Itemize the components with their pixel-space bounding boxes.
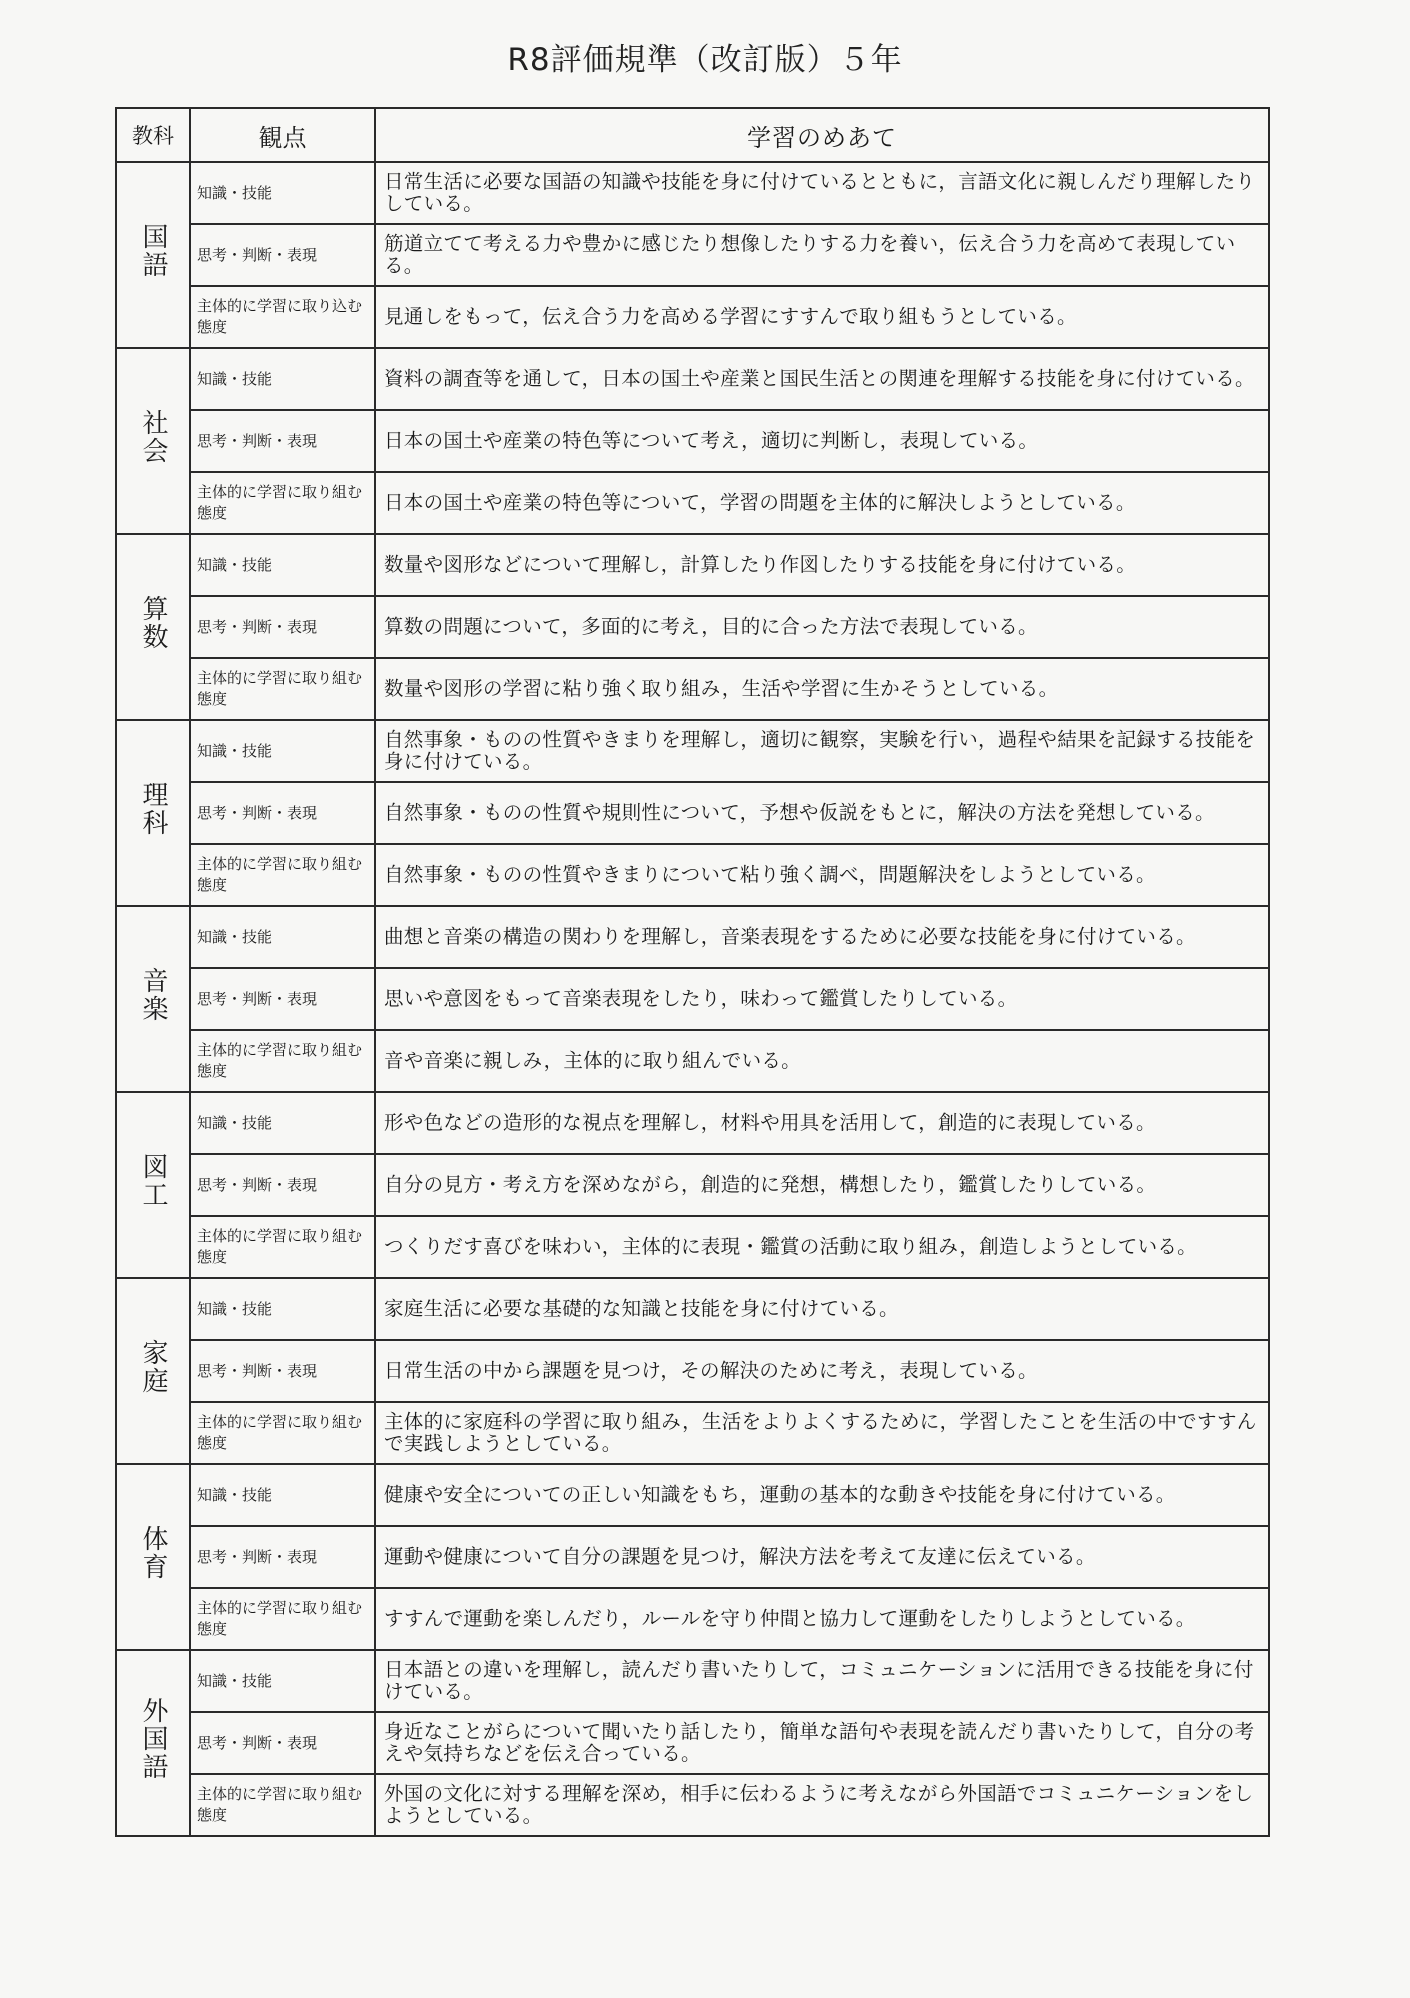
viewpoint-cell: 思考・判断・表現 bbox=[190, 410, 375, 472]
table-row bbox=[116, 472, 1269, 534]
table-row bbox=[116, 906, 1269, 968]
viewpoint-cell: 主体的に学習に取り組む態度 bbox=[190, 1030, 375, 1092]
subject-cell bbox=[116, 1464, 190, 1650]
evaluation-criteria-table bbox=[115, 107, 1270, 1837]
viewpoint-cell: 知識・技能 bbox=[190, 348, 375, 410]
table-row bbox=[116, 410, 1269, 472]
table-row bbox=[116, 1092, 1269, 1154]
header-viewpoint: 観点 bbox=[190, 108, 375, 162]
subject-name: 家庭 bbox=[138, 1338, 168, 1395]
table-row bbox=[116, 782, 1269, 844]
viewpoint-cell: 主体的に学習に取り組む態度 bbox=[190, 1774, 375, 1836]
goal-cell: 見通しをもって，伝え合う力を高める学習にすすんで取り組もうとしている。 bbox=[375, 286, 1269, 348]
goal-cell: 日本の国土や産業の特色等について考え，適切に判断し，表現している。 bbox=[375, 410, 1269, 472]
viewpoint-cell: 知識・技能 bbox=[190, 1650, 375, 1712]
subject-name: 体育 bbox=[138, 1524, 168, 1581]
goal-cell: 運動や健康について自分の課題を見つけ，解決方法を考えて友達に伝えている。 bbox=[375, 1526, 1269, 1588]
table-row bbox=[116, 720, 1269, 782]
goal-cell: 曲想と音楽の構造の関わりを理解し，音楽表現をするために必要な技能を身に付けている。 bbox=[375, 906, 1269, 968]
subject-cell bbox=[116, 1650, 190, 1836]
table-row bbox=[116, 534, 1269, 596]
table-row bbox=[116, 1526, 1269, 1588]
goal-cell: 日本の国土や産業の特色等について，学習の問題を主体的に解決しようとしている。 bbox=[375, 472, 1269, 534]
goal-cell: 日本語との違いを理解し，読んだり書いたりして，コミュニケーションに活用できる技能を身に付けている。 bbox=[375, 1650, 1269, 1712]
table-row bbox=[116, 1712, 1269, 1774]
goal-cell: 自然事象・ものの性質やきまりについて粘り強く調べ，問題解決をしようとしている。 bbox=[375, 844, 1269, 906]
goal-cell: 身近なことがらについて聞いたり話したり，簡単な語句や表現を読んだり書いたりして，自分の考えや気持ちなどを伝え合っている。 bbox=[375, 1712, 1269, 1774]
goal-cell: 自分の見方・考え方を深めながら，創造的に発想，構想したり，鑑賞したりしている。 bbox=[375, 1154, 1269, 1216]
table-body bbox=[116, 162, 1269, 1836]
goal-cell: 自然事象・ものの性質や規則性について，予想や仮説をもとに，解決の方法を発想している。 bbox=[375, 782, 1269, 844]
subject-name: 社会 bbox=[138, 408, 168, 465]
viewpoint-cell: 知識・技能 bbox=[190, 906, 375, 968]
subject-name: 国語 bbox=[138, 222, 168, 279]
table-header-row bbox=[116, 108, 1269, 162]
table-row bbox=[116, 658, 1269, 720]
subject-cell bbox=[116, 720, 190, 906]
goal-cell: 日常生活に必要な国語の知識や技能を身に付けているとともに，言語文化に親しんだり理解したりしている。 bbox=[375, 162, 1269, 224]
table-row bbox=[116, 968, 1269, 1030]
viewpoint-cell: 思考・判断・表現 bbox=[190, 224, 375, 286]
table-row bbox=[116, 1464, 1269, 1526]
subject-name: 外国語 bbox=[138, 1696, 168, 1781]
viewpoint-cell: 知識・技能 bbox=[190, 162, 375, 224]
viewpoint-cell: 主体的に学習に取り込む態度 bbox=[190, 286, 375, 348]
table-row bbox=[116, 1402, 1269, 1464]
goal-cell: 数量や図形などについて理解し，計算したり作図したりする技能を身に付けている。 bbox=[375, 534, 1269, 596]
subject-name: 図工 bbox=[138, 1152, 168, 1209]
viewpoint-cell: 思考・判断・表現 bbox=[190, 1526, 375, 1588]
header-subject: 教科 bbox=[116, 108, 190, 162]
viewpoint-cell: 知識・技能 bbox=[190, 1278, 375, 1340]
goal-cell: 日常生活の中から課題を見つけ，その解決のために考え，表現している。 bbox=[375, 1340, 1269, 1402]
subject-cell bbox=[116, 534, 190, 720]
goal-cell: 自然事象・ものの性質やきまりを理解し，適切に観察，実験を行い，過程や結果を記録する技能を身に付けている。 bbox=[375, 720, 1269, 782]
table-row bbox=[116, 844, 1269, 906]
subject-cell bbox=[116, 162, 190, 348]
table-row bbox=[116, 596, 1269, 658]
goal-cell: つくりだす喜びを味わい，主体的に表現・鑑賞の活動に取り組み，創造しようとしている。 bbox=[375, 1216, 1269, 1278]
viewpoint-cell: 思考・判断・表現 bbox=[190, 782, 375, 844]
viewpoint-cell: 主体的に学習に取り組む態度 bbox=[190, 472, 375, 534]
goal-cell: 主体的に家庭科の学習に取り組み，生活をよりよくするために，学習したことを生活の中ですすんで実践しようとしている。 bbox=[375, 1402, 1269, 1464]
viewpoint-cell: 主体的に学習に取り組む態度 bbox=[190, 1402, 375, 1464]
goal-cell: 家庭生活に必要な基礎的な知識と技能を身に付けている。 bbox=[375, 1278, 1269, 1340]
table-row bbox=[116, 1030, 1269, 1092]
goal-cell: 思いや意図をもって音楽表現をしたり，味わって鑑賞したりしている。 bbox=[375, 968, 1269, 1030]
goal-cell: 音や音楽に親しみ，主体的に取り組んでいる。 bbox=[375, 1030, 1269, 1092]
viewpoint-cell: 知識・技能 bbox=[190, 534, 375, 596]
table-row bbox=[116, 1278, 1269, 1340]
goal-cell: 資料の調査等を通して，日本の国土や産業と国民生活との関連を理解する技能を身に付けている。 bbox=[375, 348, 1269, 410]
goal-cell: 健康や安全についての正しい知識をもち，運動の基本的な動きや技能を身に付けている。 bbox=[375, 1464, 1269, 1526]
subject-cell bbox=[116, 348, 190, 534]
viewpoint-cell: 主体的に学習に取り組む態度 bbox=[190, 658, 375, 720]
viewpoint-cell: 思考・判断・表現 bbox=[190, 1340, 375, 1402]
table-row bbox=[116, 1774, 1269, 1836]
goal-cell: 外国の文化に対する理解を深め，相手に伝わるように考えながら外国語でコミュニケーションをしようとしている。 bbox=[375, 1774, 1269, 1836]
subject-name: 理科 bbox=[138, 780, 168, 837]
table-row bbox=[116, 1650, 1269, 1712]
table-row bbox=[116, 1154, 1269, 1216]
page-title: R8評価規準（改訂版）５年 bbox=[507, 42, 903, 78]
subject-cell bbox=[116, 1092, 190, 1278]
viewpoint-cell: 主体的に学習に取り組む態度 bbox=[190, 1216, 375, 1278]
table-row bbox=[116, 348, 1269, 410]
table-row bbox=[116, 162, 1269, 224]
viewpoint-cell: 思考・判断・表現 bbox=[190, 596, 375, 658]
viewpoint-cell: 主体的に学習に取り組む態度 bbox=[190, 1588, 375, 1650]
table-row bbox=[116, 224, 1269, 286]
table-row bbox=[116, 1588, 1269, 1650]
header-goal: 学習のめあて bbox=[375, 108, 1269, 162]
subject-name: 音楽 bbox=[138, 966, 168, 1023]
viewpoint-cell: 思考・判断・表現 bbox=[190, 1712, 375, 1774]
viewpoint-cell: 知識・技能 bbox=[190, 1092, 375, 1154]
goal-cell: 算数の問題について，多面的に考え，目的に合った方法で表現している。 bbox=[375, 596, 1269, 658]
goal-cell: 筋道立てて考える力や豊かに感じたり想像したりする力を養い，伝え合う力を高めて表現している。 bbox=[375, 224, 1269, 286]
subject-cell bbox=[116, 906, 190, 1092]
viewpoint-cell: 思考・判断・表現 bbox=[190, 1154, 375, 1216]
goal-cell: すすんで運動を楽しんだり，ルールを守り仲間と協力して運動をしたりしようとしている。 bbox=[375, 1588, 1269, 1650]
viewpoint-cell: 主体的に学習に取り組む態度 bbox=[190, 844, 375, 906]
viewpoint-cell: 知識・技能 bbox=[190, 1464, 375, 1526]
goal-cell: 形や色などの造形的な視点を理解し，材料や用具を活用して，創造的に表現している。 bbox=[375, 1092, 1269, 1154]
subject-name: 算数 bbox=[138, 594, 168, 651]
goal-cell: 数量や図形の学習に粘り強く取り組み，生活や学習に生かそうとしている。 bbox=[375, 658, 1269, 720]
table-row bbox=[116, 286, 1269, 348]
table-row bbox=[116, 1340, 1269, 1402]
viewpoint-cell: 思考・判断・表現 bbox=[190, 968, 375, 1030]
subject-cell bbox=[116, 1278, 190, 1464]
table-row bbox=[116, 1216, 1269, 1278]
viewpoint-cell: 知識・技能 bbox=[190, 720, 375, 782]
